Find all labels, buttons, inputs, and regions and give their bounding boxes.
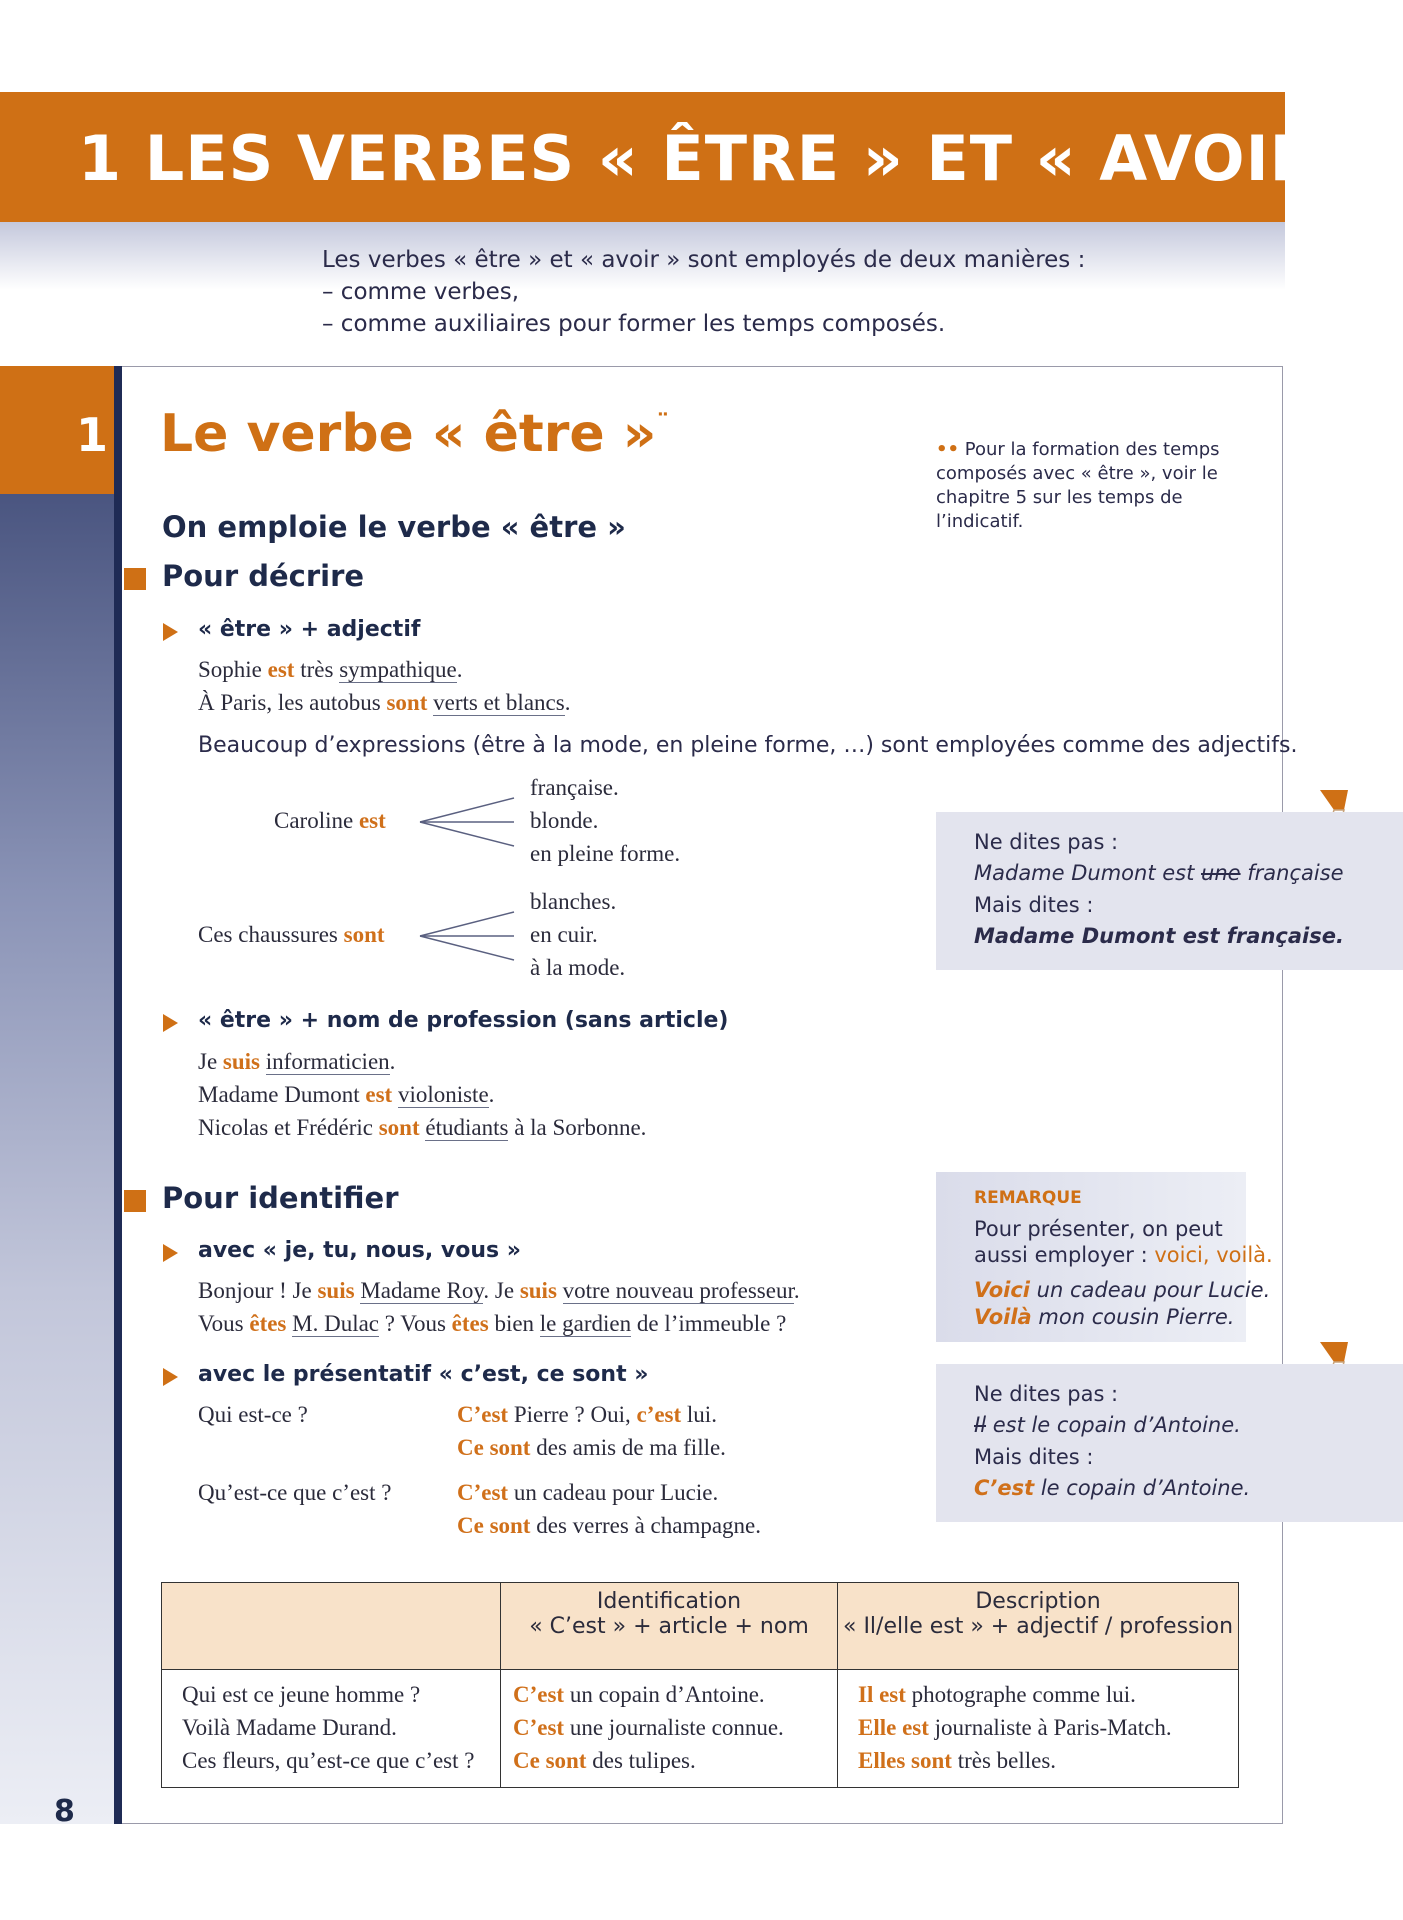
remarque-line-1: Pour présenter, on peut [974,1217,1223,1241]
intro-line-3: – comme auxiliaires pour former les temps composés. [322,311,946,337]
heading-identifier: Pour identifier [162,1181,399,1215]
sidenote-bullet-icon: •• [936,439,960,460]
table-col-identification: C’est un copain d’Antoine. C’est une journaliste connue. Ce sont des tulipes. [501,1670,838,1788]
fan-lines-2 [418,904,518,964]
example-dulac: Vous êtes M. Dulac ? Vous êtes bien le gardien de l’immeuble ? [198,1311,787,1336]
table-col-questions: Qui est ce jeune homme ? Voilà Madame Durand. Ces fleurs, qu’est-ce que c’est ? [162,1670,501,1788]
table-header-description: Description « Il/elle est » + adjectif / profession [838,1583,1239,1670]
fan1-item: blonde. [530,808,599,833]
sidenote [936,438,1256,534]
sub-heading-presentatif: avec le présentatif « c’est, ce sont » [198,1362,649,1387]
remarque-line-2: aussi employer : voici, voilà. [974,1243,1273,1267]
remarque-title: REMARQUE [974,1188,1082,1208]
answer-verres: Ce sont des verres à champagne. [457,1513,762,1538]
table-col-description: Il est photographe comme lui. Elle est journaliste à Paris-Match. Elles sont très belles. [838,1670,1239,1788]
fan2-item: blanches. [530,889,617,914]
table-row [162,1670,1239,1788]
question-qui: Qui est-ce ? [198,1402,308,1427]
example-violoniste: Madame Dumont est violoniste. [198,1082,495,1107]
box1-right: Madame Dumont est française. [974,924,1344,948]
square-bullet-icon [124,1190,146,1212]
triangle-bullet-icon [163,1014,178,1032]
table-header-empty [162,1583,501,1670]
summary-table [161,1582,1239,1788]
square-bullet-icon [124,568,146,590]
box2-wrong: Il est le copain d’Antoine. [974,1413,1241,1437]
expressions-note: Beaucoup d’expressions (être à la mode, en pleine forme, …) sont employées comme des adjectifs. [198,733,1298,758]
fan-subject-caroline: Caroline est [274,808,386,833]
triangle-bullet-icon [163,1244,178,1262]
box2-ne-dites: Ne dites pas : [974,1382,1119,1406]
page-number: 8 [54,1794,75,1829]
side-gradient [0,494,114,1824]
fan1-item: française. [530,775,619,800]
fan-subject-chaussures: Ces chaussures sont [198,922,385,947]
intro-line-2: – comme verbes, [322,279,520,305]
answer-pierre: C’est Pierre ? Oui, c’est lui. [457,1402,717,1427]
answer-amis: Ce sont des amis de ma fille. [457,1435,726,1460]
table-header-row [162,1583,1239,1670]
chapter-title: 1 LES VERBES « ÊTRE » ET « AVOIR » [78,122,1383,195]
section-number: 1 [76,408,109,462]
example-bonjour: Bonjour ! Je suis Madame Roy. Je suis votre nouveau professeur. [198,1278,800,1303]
section-title-text: Le verbe « être » [160,404,657,464]
fan2-item: à la mode. [530,955,626,980]
box1-wrong: Madame Dumont est une française [974,861,1344,885]
remarque-example-1: Voici un cadeau pour Lucie. [974,1278,1271,1302]
table-header-identification: Identification « C’est » + article + nom [501,1583,838,1670]
fan-lines-1 [418,790,518,850]
intro-line-1: Les verbes « être » et « avoir » sont employés de deux manières : [322,247,1086,273]
sub-heading-pronoms: avec « je, tu, nous, vous » [198,1238,521,1263]
triangle-bullet-icon [163,1368,178,1386]
fan2-item: en cuir. [530,922,598,947]
question-quoi: Qu’est-ce que c’est ? [198,1480,392,1505]
example-paris: À Paris, les autobus sont verts et blancs. [198,690,571,715]
box2-mais: Mais dites : [974,1445,1094,1469]
answer-cadeau: C’est un cadeau pour Lucie. [457,1480,719,1505]
sidenote-text: Pour la formation des temps composés avec « être », voir le chapitre 5 sur les temps de l’indicatif. [936,439,1220,532]
box1-mais: Mais dites : [974,893,1094,917]
example-etudiants: Nicolas et Frédéric sont étudiants à la Sorbonne. [198,1115,647,1140]
usage-heading: On emploie le verbe « être » [162,510,626,544]
box2-right: C’est le copain d’Antoine. [974,1476,1251,1500]
example-informaticien: Je suis informaticien. [198,1049,396,1074]
fan1-item: en pleine forme. [530,841,681,866]
sub-heading-profession: « être » + nom de profession (sans article) [198,1008,729,1033]
example-sophie: Sophie est très sympathique. [198,657,463,682]
heading-decrire: Pour décrire [162,559,365,593]
sub-heading-adjectif: « être » + adjectif [198,617,421,642]
vertical-rule [114,366,122,1824]
section-title [160,404,669,464]
triangle-bullet-icon [163,623,178,641]
box1-ne-dites: Ne dites pas : [974,830,1119,854]
remarque-example-2: Voilà mon cousin Pierre. [974,1305,1235,1329]
section-title-mark: ¨ [656,409,670,440]
